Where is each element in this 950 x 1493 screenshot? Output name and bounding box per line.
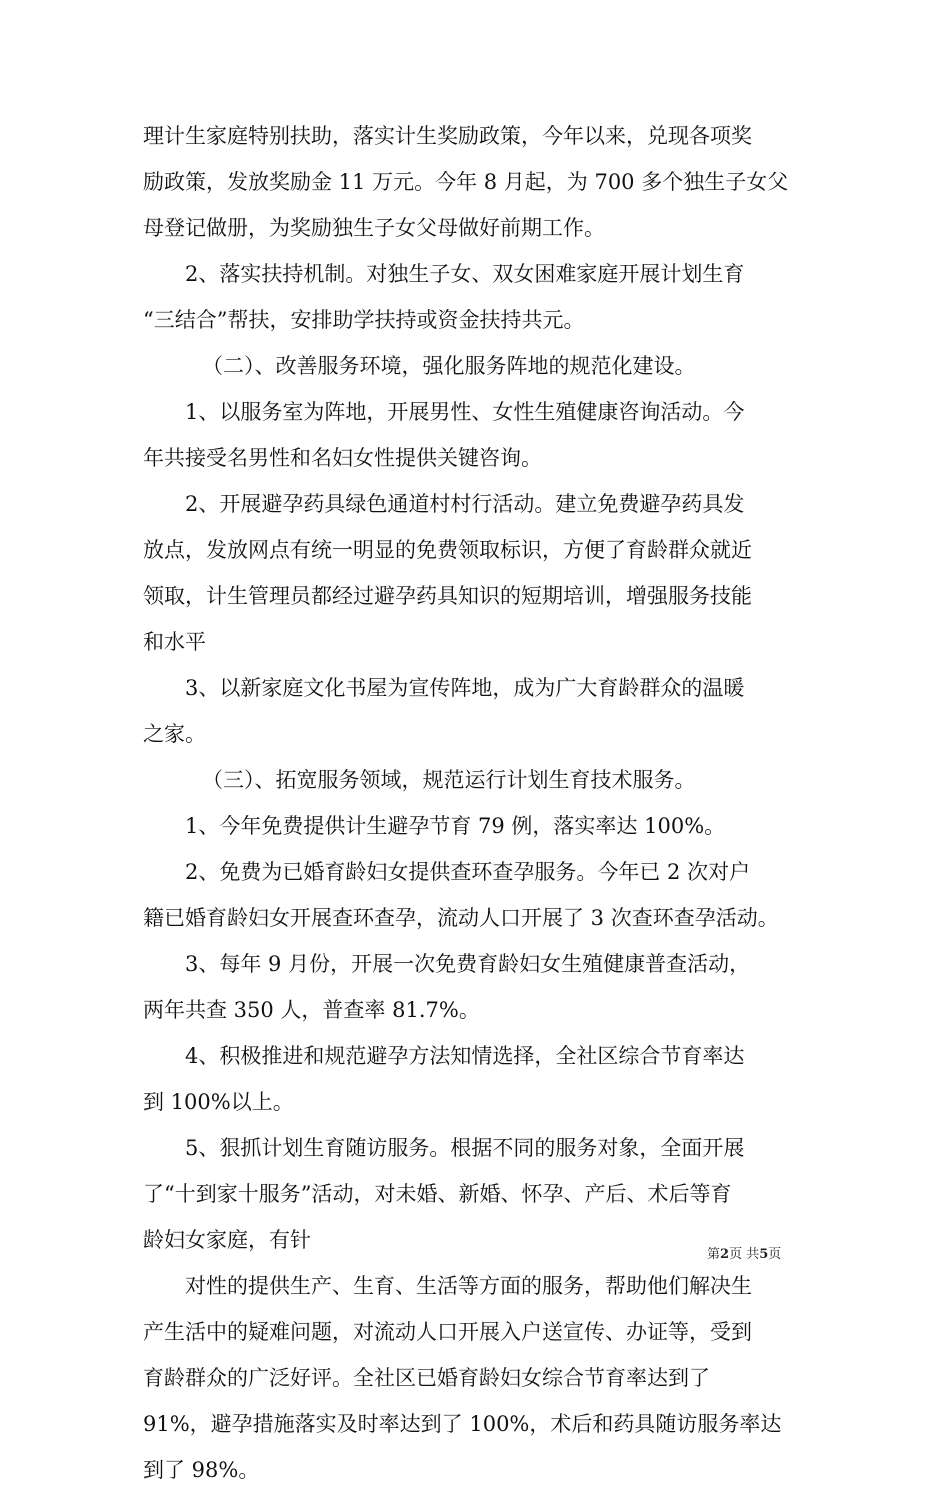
total-page-count: 5: [759, 1247, 769, 1262]
paragraph-line: 励政策，发放奖励金 11 万元。今年 8 月起，为 700 多个独生子女父: [143, 170, 789, 194]
page-number-footer: [707, 1246, 781, 1264]
paragraph-line: 龄妇女家庭，有针: [143, 1228, 311, 1252]
paragraph-line: 籍已婚育龄妇女开展查环查孕，流动人口开展了 3 次查环查孕活动。: [143, 906, 779, 930]
paragraph-line: 产生活中的疑难问题，对流动人口开展入户送宣传、办证等，受到: [143, 1320, 752, 1344]
paragraph-line: 育龄群众的广泛好评。全社区已婚育龄妇女综合节育率达到了: [143, 1366, 710, 1390]
paragraph-line: 年共接受名男性和名妇女性提供关键咨询。: [143, 446, 542, 470]
current-page-number: 2: [720, 1247, 730, 1262]
paragraph-line: 两年共查 350 人，普查率 81.7%。: [143, 998, 480, 1022]
paragraph-line: 4、积极推进和规范避孕方法知情选择，全社区综合节育率达: [185, 1044, 745, 1068]
paragraph-line: 1、今年免费提供计生避孕节育 79 例，落实率达 100%。: [185, 814, 726, 838]
paragraph-line: 1、以服务室为阵地，开展男性、女性生殖健康咨询活动。今: [185, 400, 745, 424]
paragraph-line: 2、免费为已婚育龄妇女提供查环查孕服务。今年已 2 次对户: [185, 860, 751, 884]
paragraph-line: 母登记做册，为奖励独生子女父母做好前期工作。: [143, 216, 605, 240]
paragraph-line: 到 100%以上。: [143, 1090, 294, 1114]
paragraph-line: 之家。: [143, 722, 206, 746]
section-heading: （三）、拓宽服务领域，规范运行计划生育技术服务。: [202, 768, 696, 792]
paragraph-line: 了“十到家十服务”活动，对未婚、新婚、怀孕、产后、术后等育: [143, 1182, 732, 1206]
paragraph-line: 3、每年 9 月份，开展一次免费育龄妇女生殖健康普查活动，: [185, 952, 751, 976]
paragraph-line: 91%，避孕措施落实及时率达到了 100%，术后和药具随访服务率达: [143, 1412, 782, 1436]
paragraph-line: 2、落实扶持机制。对独生子女、双女困难家庭开展计划生育: [185, 262, 745, 286]
paragraph-line: “三结合”帮扶，安排助学扶持或资金扶持共元。: [143, 308, 585, 332]
paragraph-line: 对性的提供生产、生育、生活等方面的服务，帮助他们解决生: [185, 1274, 752, 1298]
footer-middle: 页 共: [729, 1247, 760, 1262]
footer-prefix: 第: [707, 1247, 721, 1262]
paragraph-line: 和水平: [143, 630, 206, 654]
paragraph-line: 领取，计生管理员都经过避孕药具知识的短期培训，增强服务技能: [143, 584, 752, 608]
paragraph-line: 2、开展避孕药具绿色通道村村行活动。建立免费避孕药具发: [185, 492, 745, 516]
footer-suffix: 页: [768, 1247, 782, 1262]
document-body: [143, 113, 809, 1493]
paragraph-line: 3、以新家庭文化书屋为宣传阵地，成为广大育龄群众的温暖: [185, 676, 745, 700]
paragraph-line: 理计生家庭特别扶助，落实计生奖励政策，今年以来，兑现各项奖: [143, 124, 752, 148]
paragraph-line: 5、狠抓计划生育随访服务。根据不同的服务对象，全面开展: [185, 1136, 745, 1160]
section-heading: （二）、改善服务环境，强化服务阵地的规范化建设。: [202, 354, 696, 378]
paragraph-line: 到了 98%。: [143, 1458, 260, 1482]
paragraph-line: 放点，发放网点有统一明显的免费领取标识，方便了育龄群众就近: [143, 538, 752, 562]
